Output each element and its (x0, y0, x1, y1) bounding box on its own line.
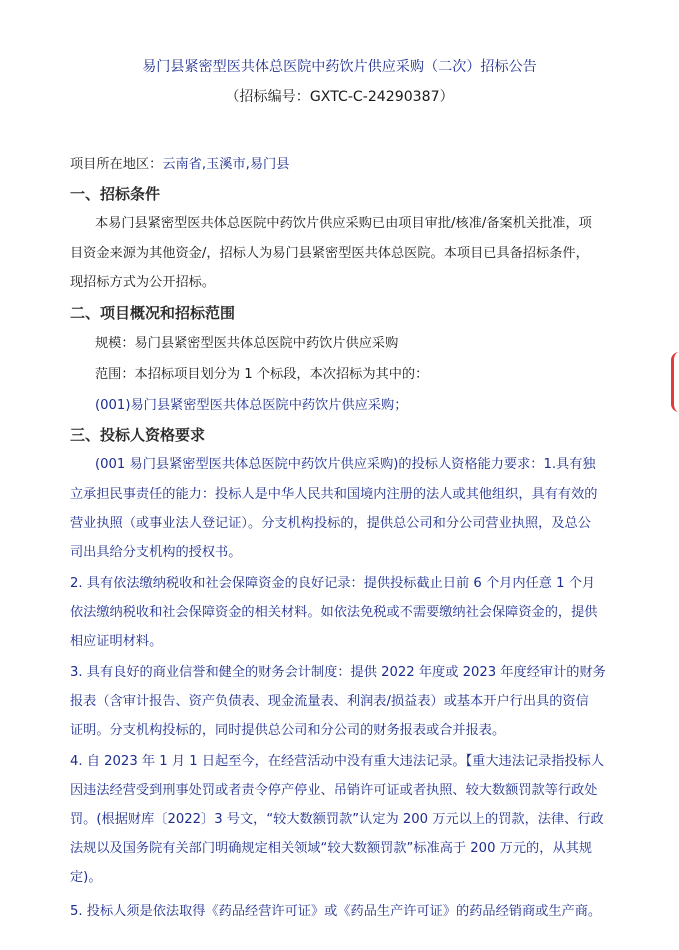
project-location (70, 156, 289, 174)
section-2-line-2: 范围：本招标项目划分为 1 个标段，本次招标为其中的： (95, 367, 429, 382)
section-heading-1: 一、招标条件 (70, 185, 161, 203)
section-heading-3: 三、投标人资格要求 (70, 426, 206, 444)
location-label: 项目所在地区： (70, 157, 163, 172)
section-3-line-10: 证明。分支机构投标的，同时提供总公司和分公司的财务报表或合并报表。 (70, 723, 506, 738)
section-3-line-14: 法规以及国务院有关部门明确规定相关领域“较大数额罚款”标准高于 200 万元的，从其规 (70, 841, 592, 856)
section-2-line-3: (001)易门县紧密型医共体总医院中药饮片供应采购； (95, 398, 408, 413)
section-3-line-5: 2. 具有依法缴纳税收和社会保障资金的良好记录：提供投标截止日前 6 个月内任意 1 个月 (70, 576, 596, 591)
section-3-line-15: 定)。 (70, 870, 102, 885)
section-3-line-3: 营业执照（或事业法人登记证）。分支机构投标的，提供总公司和分公司营业执照，及总公 (70, 516, 591, 531)
section-3-line-11: 4. 自 2023 年 1 月 1 日起至今，在经营活动中没有重大违法记录。【重大违法记录指投标人 (70, 754, 605, 769)
side-edge-mark (671, 352, 679, 412)
section-1-line-1: 本易门县紧密型医共体总医院中药饮片供应采购已由项目审批/核准/备案机关批准，项 (95, 216, 592, 231)
section-1-line-3: 现招标方式为公开招标。 (70, 275, 216, 290)
section-3-line-7: 相应证明材料。 (70, 634, 163, 649)
location-value: 云南省,玉溪市,易门县 (162, 157, 290, 172)
section-3-line-2: 立承担民事责任的能力：投标人是中华人民共和国境内注册的法人或其他组织，具有有效的 (70, 487, 598, 502)
section-3-line-9: 报表（含审计报告、资产负债表、现金流量表、利润表/损益表）或基本开户行出具的资信 (70, 694, 589, 709)
section-1-line-2: 目资金来源为其他资金/，招标人为易门县紧密型医共体总医院。本项目已具备招标条件， (70, 246, 589, 261)
section-3-line-1: (001 易门县紧密型医共体总医院中药饮片供应采购)的投标人资格能力要求：1.具有独 (95, 457, 596, 472)
section-3-line-13: 罚。(根据财库〔2022〕3 号文，“较大数额罚款”认定为 200 万元以上的罚款，法律、行政 (70, 812, 604, 827)
section-3-line-6: 依法缴纳税收和社会保障资金的相关材料。如依法免税或不需要缴纳社会保障资金的，提供 (70, 605, 598, 620)
bid-number: （招标编号：GXTC-C-24290387） (225, 89, 454, 105)
section-heading-2: 二、项目概况和招标范围 (70, 304, 236, 322)
section-2-line-1: 规模：易门县紧密型医共体总医院中药饮片供应采购 (95, 336, 399, 351)
section-3-line-8: 3. 具有良好的商业信誉和健全的财务会计制度：提供 2022 年度或 2023 年度经审计的财务 (70, 665, 606, 680)
section-3-line-12: 因违法经营受到刑事处罚或者责令停产停业、吊销许可证或者执照、较大数额罚款等行政处 (70, 783, 598, 798)
section-3-line-4: 司出具给分支机构的授权书。 (70, 545, 242, 560)
section-3-line-16: 5. 投标人须是依法取得《药品经营许可证》或《药品生产许可证》的药品经销商或生产商。 (70, 904, 602, 919)
document-title: 易门县紧密型医共体总医院中药饮片供应采购（二次）招标公告 (142, 59, 537, 75)
